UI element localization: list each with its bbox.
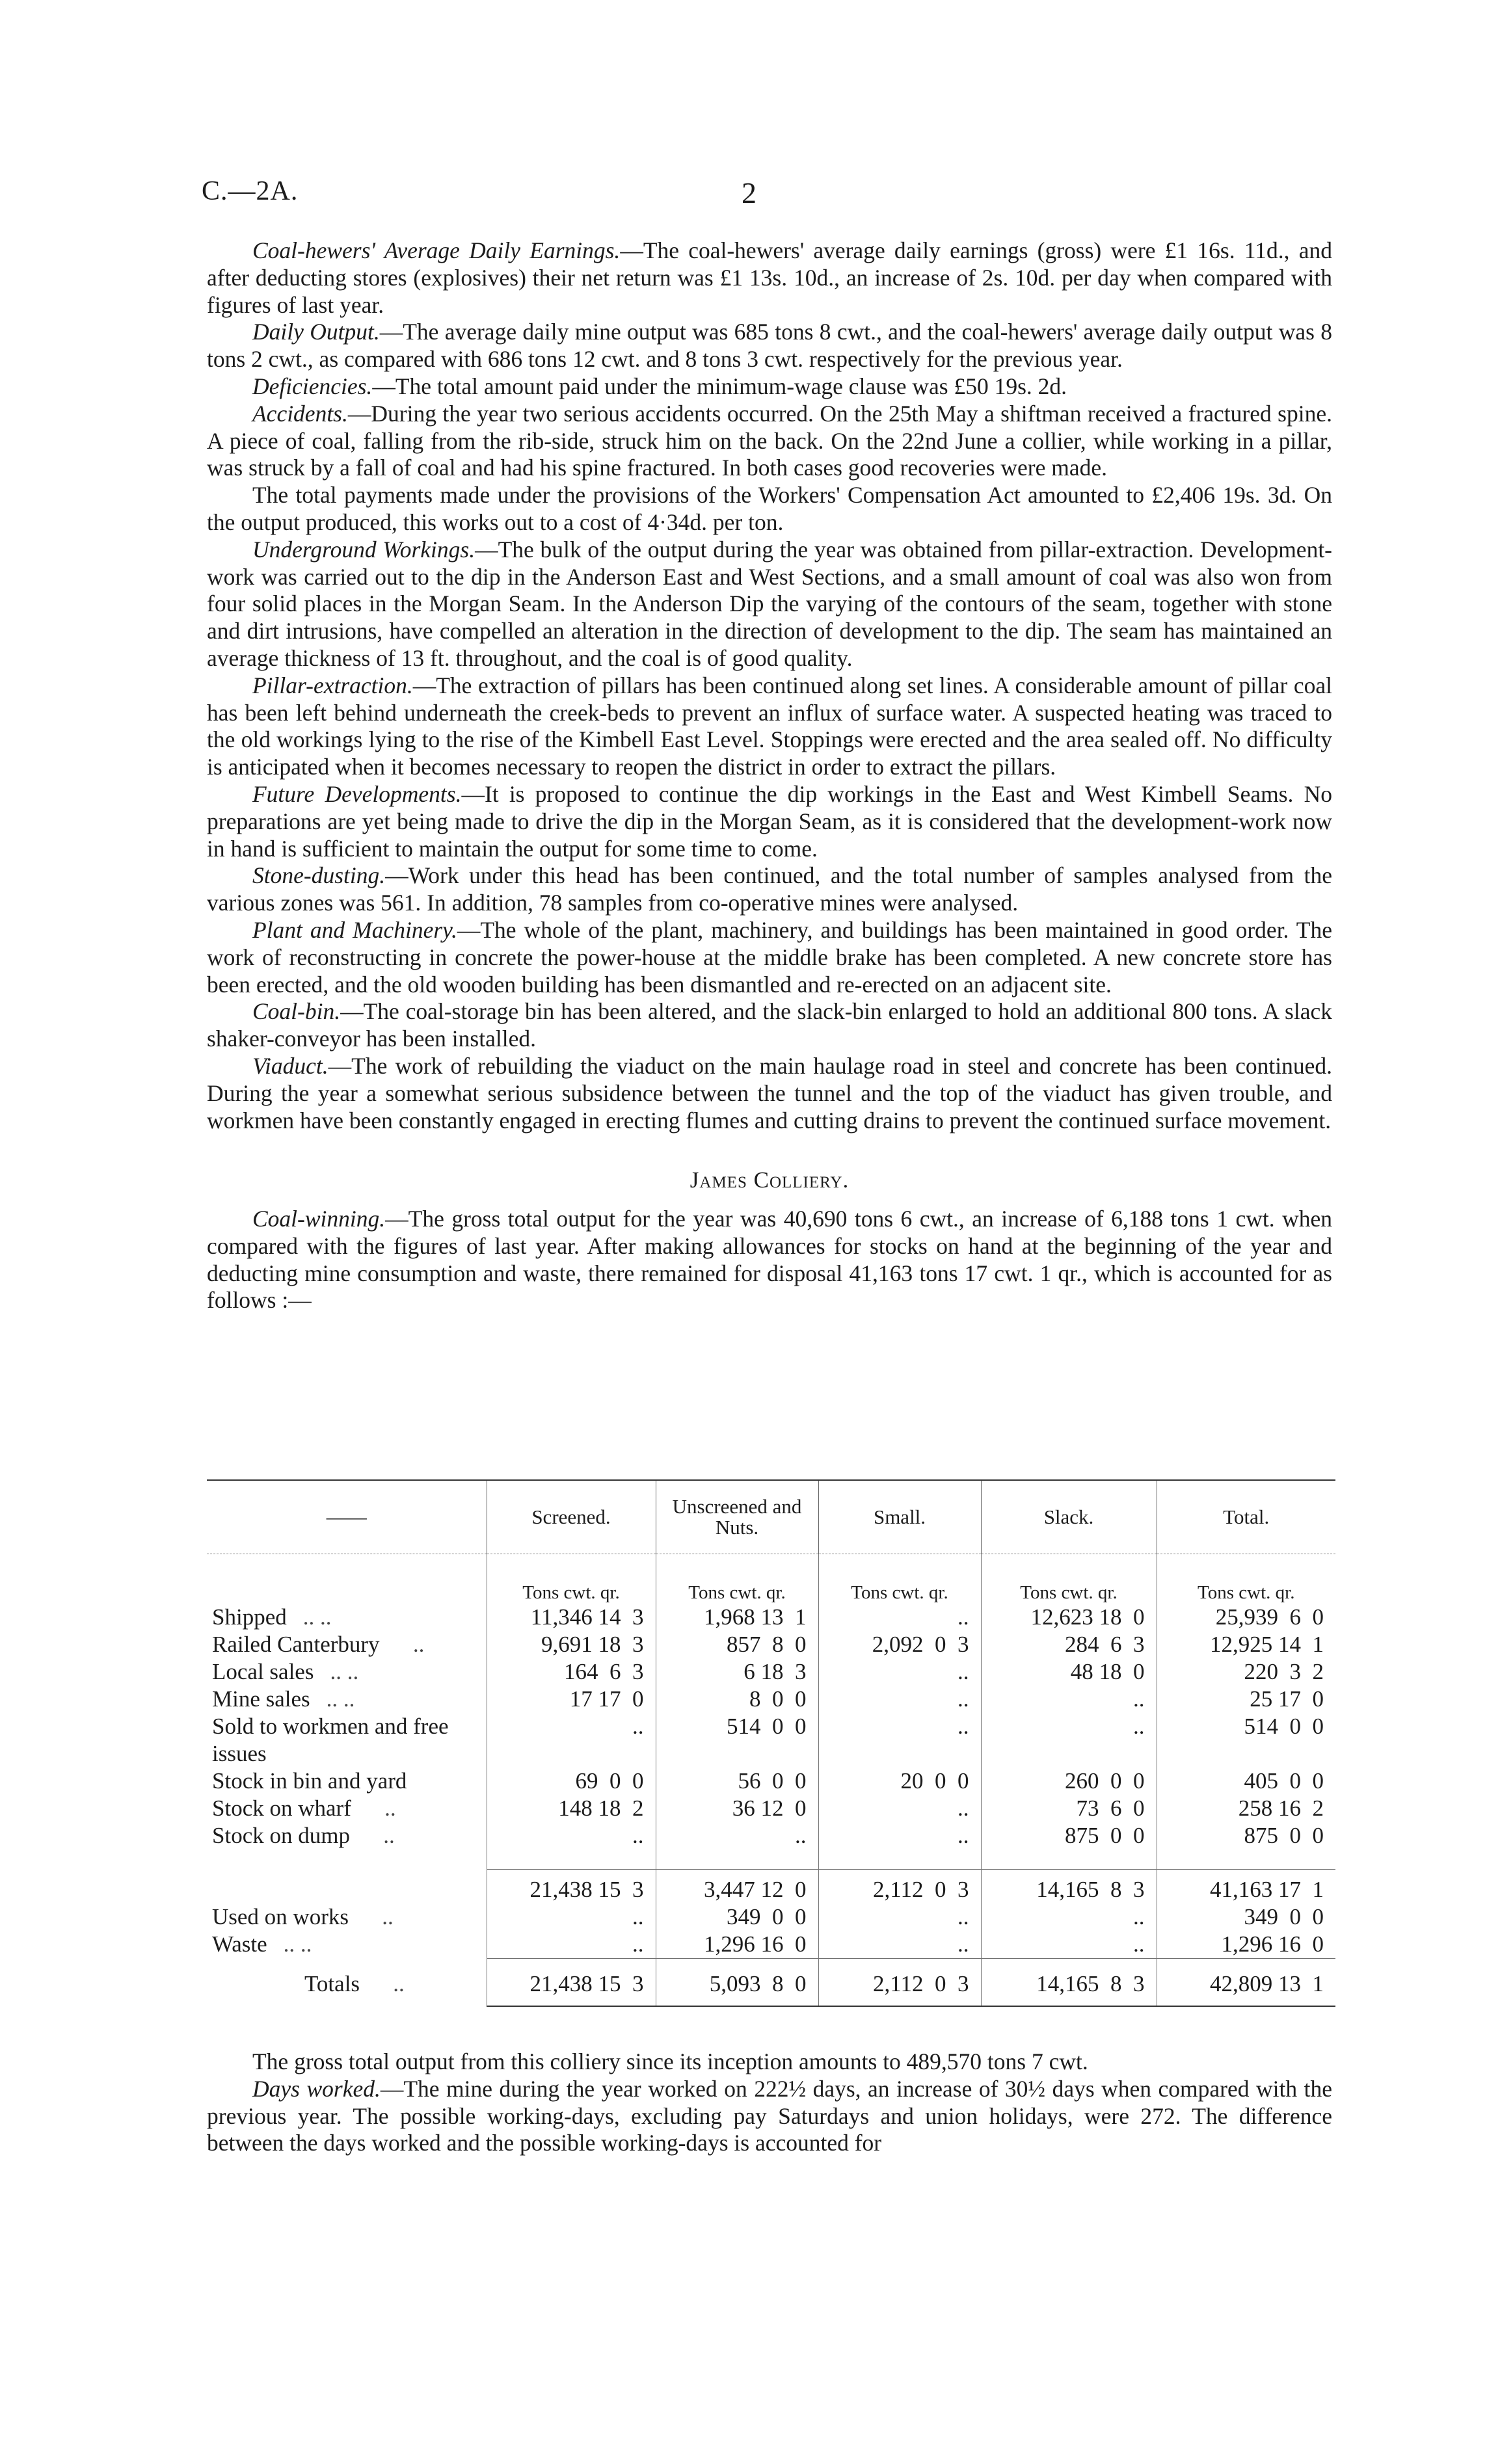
paragraph: [207, 1053, 1332, 1134]
cell-small: ..: [818, 1686, 981, 1713]
disposal-table-wrapper: [207, 1479, 1335, 2007]
row-label: Stock in bin and yard: [212, 1768, 407, 1794]
cell-screened: 164 6 3: [487, 1658, 656, 1686]
paragraph-text: —The extraction of pillars has been continued along set lines. A considerable amount of pillar coal has been left behind underneath the creek-beds to prevent an influx of surface water. A suspected heating was traced to the old workings lying to the rise of the Kimbell East Level. Stoppings were erected and the area sealed off. No difficulty is anticipated when it becomes necessary to reopen the district in order to extract the pillars.: [207, 672, 1332, 780]
column-header: ——: [207, 1480, 487, 1554]
run-in-heading: Coal-winning.: [252, 1206, 386, 1232]
paragraph-text: —During the year two serious accidents occurred. On the 25th May a shiftman received a fractured spine. A piece of coal, falling from the rib-side, struck him on the back. On the 22nd June a collier, while working in a pillar, was struck by a fall of coal and had his spine fractured. In both cases good recoveries were made.: [207, 400, 1332, 481]
cell-slack: 875 0 0: [981, 1822, 1157, 1849]
table-row: [207, 1931, 1335, 1959]
paragraph: [207, 998, 1332, 1053]
run-in-heading: Future Developments.: [252, 780, 462, 807]
table-row: [207, 1903, 1335, 1931]
subtotal-total: 41,163 17 1: [1157, 1870, 1335, 1904]
disposal-table: [207, 1479, 1335, 2007]
paragraph: [207, 237, 1332, 319]
run-in-heading: Viaduct.: [252, 1052, 328, 1079]
body-text-bottom: [207, 2048, 1332, 2157]
page-header: [202, 176, 1333, 215]
column-header: Unscreened and Nuts.: [656, 1480, 818, 1554]
paragraph-text: —The coal-hewers' average daily earnings (gross) were £1 16s. 11d., and after deducting stores (explosives) their net return was £1 13s. 10d., an increase of 2s. 10d. per day when compared with figures of last year.: [207, 237, 1332, 318]
paragraph: [207, 537, 1332, 672]
run-in-heading: Daily Output.: [252, 319, 380, 345]
paragraph-text: —The whole of the plant, machinery, and buildings has been maintained in good order. The work of reconstructing in concrete the power-house at the middle brake has been completed. A new concrete store has been erected, and the old wooden building has been dismantled and re-erected on an adjacent site.: [207, 916, 1332, 998]
paragraph-text: —The coal-storage bin has been altered, and the slack-bin enlarged to hold an additional 800 tons. A slack shaker-conveyor has been installed.: [207, 998, 1332, 1052]
cell-total: 25 17 0: [1157, 1686, 1335, 1713]
section-title: James Colliery.: [690, 1167, 850, 1193]
row-label: Stock on wharf ..: [212, 1795, 396, 1821]
column-header: Screened.: [487, 1480, 656, 1554]
row-label: Railed Canterbury ..: [212, 1632, 425, 1657]
cell-small: ..: [818, 1822, 981, 1849]
run-in-heading: Plant and Machinery.: [252, 916, 457, 943]
cell-slack: 260 0 0: [981, 1768, 1157, 1795]
totals-label: Totals ..: [304, 1970, 405, 1996]
run-in-heading: Stone-dusting.: [252, 862, 386, 889]
paragraph-text: —Work under this head has been continued, and the total number of samples analysed from the various zones was 561. In addition, 78 samples from co-operative mines were analysed.: [207, 862, 1332, 916]
cell-total: 1,296 16 0: [1157, 1931, 1335, 1959]
unit-label: Tons cwt. qr.: [656, 1554, 818, 1604]
document-reference: C.—2A.: [202, 176, 299, 206]
cell-total: 220 3 2: [1157, 1658, 1335, 1686]
page-number: 2: [742, 176, 757, 209]
cell-slack: ..: [981, 1713, 1157, 1768]
total-total: 42,809 13 1: [1157, 1959, 1335, 2007]
paragraph: [207, 2076, 1332, 2157]
row-label: Mine sales .. ..: [212, 1686, 355, 1712]
unit-label: Tons cwt. qr.: [818, 1554, 981, 1604]
subtotal-screened: 21,438 15 3: [487, 1870, 656, 1904]
subtotal-slack: 14,165 8 3: [981, 1870, 1157, 1904]
row-label: Sold to workmen and free issues: [212, 1714, 449, 1766]
cell-small: 2,092 0 3: [818, 1631, 981, 1658]
cell-unscreened: 1,296 16 0: [656, 1931, 818, 1959]
paragraph: [207, 319, 1332, 373]
cell-total: 875 0 0: [1157, 1822, 1335, 1849]
cell-screened: 17 17 0: [487, 1686, 656, 1713]
paragraph-text: —The mine during the year worked on 222½ days, an increase of 30½ days when compared with the previous year. The possible working-days, excluding pay Saturdays and union holidays, were 272. The difference between the days worked and the possible working-days is accounted for: [207, 2075, 1333, 2156]
cell-unscreened: 857 8 0: [656, 1631, 818, 1658]
cell-total: 258 16 2: [1157, 1795, 1335, 1822]
cell-slack: ..: [981, 1931, 1157, 1959]
paragraph-text: The gross total output from this colliery since its inception amounts to 489,570 tons 7 cwt.: [252, 2048, 1088, 2074]
paragraph-text: —The total amount paid under the minimum-wage clause was £50 19s. 2d.: [372, 373, 1067, 399]
column-header: Total.: [1157, 1480, 1335, 1554]
total-small: 2,112 0 3: [818, 1959, 981, 2007]
cell-unscreened: 349 0 0: [656, 1903, 818, 1931]
table-row: [207, 1658, 1335, 1686]
cell-slack: 284 6 3: [981, 1631, 1157, 1658]
cell-screened: 11,346 14 3: [487, 1604, 656, 1631]
cell-screened: 69 0 0: [487, 1768, 656, 1795]
table-row: [207, 1604, 1335, 1631]
cell-slack: 73 6 0: [981, 1795, 1157, 1822]
cell-screened: ..: [487, 1931, 656, 1959]
cell-slack: 12,623 18 0: [981, 1604, 1157, 1631]
row-label: Used on works ..: [212, 1904, 394, 1929]
column-header: Slack.: [981, 1480, 1157, 1554]
row-label: Local sales .. ..: [212, 1659, 359, 1684]
total-slack: 14,165 8 3: [981, 1959, 1157, 2007]
run-in-heading: Days worked.: [252, 2075, 381, 2102]
cell-slack: ..: [981, 1903, 1157, 1931]
cell-small: 20 0 0: [818, 1768, 981, 1795]
paragraph: [207, 672, 1332, 781]
cell-screened: 9,691 18 3: [487, 1631, 656, 1658]
cell-screened: ..: [487, 1903, 656, 1931]
paragraph: [207, 401, 1332, 482]
table-row: [207, 1686, 1335, 1713]
body-text-top: [207, 237, 1332, 1314]
cell-unscreened: 1,968 13 1: [656, 1604, 818, 1631]
cell-slack: ..: [981, 1686, 1157, 1713]
paragraph-text: —The bulk of the output during the year was obtained from pillar-extraction. Development-work was carried out to the dip in the Anderson East and West Sections, and a small amount of coal was also won from four solid places in the Morgan Seam. In the Anderson Dip the varying of the contours of the seam, together with stone and dirt intrusions, have compelled an alteration in the direction of development to the dip. The seam has maintained an average thickness of 13 ft. throughout, and the coal is of good quality.: [207, 536, 1333, 671]
totals-row: [207, 1959, 1335, 2007]
paragraph-text: —The average daily mine output was 685 tons 8 cwt., and the coal-hewers' average daily output was 8 tons 2 cwt., as compared with 686 tons 12 cwt. and 8 tons 3 cwt. respectively for the previous year.: [207, 319, 1333, 373]
table-header-row: [207, 1480, 1335, 1554]
table-row: [207, 1713, 1335, 1768]
cell-total: 12,925 14 1: [1157, 1631, 1335, 1658]
row-label: Waste .. ..: [212, 1931, 312, 1957]
cell-small: ..: [818, 1795, 981, 1822]
paragraph: [207, 862, 1332, 917]
units-row: [207, 1554, 1335, 1604]
run-in-heading: Pillar-extraction.: [252, 672, 413, 698]
cell-unscreened: 514 0 0: [656, 1713, 818, 1768]
cell-small: ..: [818, 1604, 981, 1631]
paragraph-text: —It is proposed to continue the dip workings in the East and West Kimbell Seams. No preparations are yet being made to drive the dip in the Morgan Seam, as it is considered that the development-work now in hand is sufficient to maintain the output for some time to come.: [207, 780, 1332, 862]
run-in-heading: Accidents.: [252, 400, 348, 427]
run-in-heading: Coal-hewers' Average Daily Earnings.: [252, 237, 621, 263]
cell-screened: 148 18 2: [487, 1795, 656, 1822]
cell-small: ..: [818, 1658, 981, 1686]
paragraph: [207, 781, 1332, 862]
paragraph: [207, 482, 1332, 537]
table-row: [207, 1795, 1335, 1822]
paragraph: [207, 917, 1332, 998]
cell-small: ..: [818, 1931, 981, 1959]
subtotal-unscreened: 3,447 12 0: [656, 1870, 818, 1904]
cell-total: 25,939 6 0: [1157, 1604, 1335, 1631]
cell-unscreened: 36 12 0: [656, 1795, 818, 1822]
cell-screened: ..: [487, 1822, 656, 1849]
subtotal-small: 2,112 0 3: [818, 1870, 981, 1904]
paragraph: [207, 1206, 1332, 1314]
total-screened: 21,438 15 3: [487, 1959, 656, 2007]
unit-label: Tons cwt. qr.: [1157, 1554, 1335, 1604]
cell-screened: ..: [487, 1713, 656, 1768]
cell-total: 405 0 0: [1157, 1768, 1335, 1795]
cell-total: 349 0 0: [1157, 1903, 1335, 1931]
run-in-heading: Underground Workings.: [252, 536, 475, 563]
total-unscreened: 5,093 8 0: [656, 1959, 818, 2007]
cell-total: 514 0 0: [1157, 1713, 1335, 1768]
cell-small: ..: [818, 1903, 981, 1931]
paragraph-text: —The gross total output for the year was 40,690 tons 6 cwt., an increase of 6,188 tons 1 cwt. when compared with the figures of last year. After making allowances for stocks on hand at the beginning of the year and deducting mine consumption and waste, there remained for disposal 41,163 tons 17 cwt. 1 qr., which is accounted for as follows :—: [207, 1206, 1332, 1314]
paragraph: [207, 2048, 1332, 2076]
row-label: Stock on dump ..: [212, 1823, 395, 1848]
table-row: [207, 1768, 1335, 1795]
subtotal-row: [207, 1870, 1335, 1904]
cell-unscreened: 6 18 3: [656, 1658, 818, 1686]
cell-unscreened: 56 0 0: [656, 1768, 818, 1795]
cell-small: ..: [818, 1713, 981, 1768]
run-in-heading: Coal-bin.: [252, 998, 341, 1025]
paragraph: [207, 373, 1332, 401]
unit-label: Tons cwt. qr.: [981, 1554, 1157, 1604]
paragraph-text: The total payments made under the provisions of the Workers' Compensation Act amounted to £2,406 19s. 3d. On the output produced, this works out to a cost of 4·34d. per ton.: [207, 482, 1332, 535]
cell-unscreened: ..: [656, 1822, 818, 1849]
column-header: Small.: [818, 1480, 981, 1554]
unit-label: Tons cwt. qr.: [487, 1554, 656, 1604]
table-row: [207, 1822, 1335, 1849]
cell-slack: 48 18 0: [981, 1658, 1157, 1686]
table-row: [207, 1631, 1335, 1658]
row-label: Shipped .. ..: [212, 1604, 332, 1630]
run-in-heading: Deficiencies.: [252, 373, 373, 399]
cell-unscreened: 8 0 0: [656, 1686, 818, 1713]
paragraph-text: —The work of rebuilding the viaduct on the main haulage road in steel and concrete has been continued. During the year a somewhat serious subsidence between the tunnel and the top of the viaduct has given trouble, and workmen have been constantly engaged in erecting flumes and cutting drains to prevent the continued surface movement.: [207, 1052, 1332, 1133]
